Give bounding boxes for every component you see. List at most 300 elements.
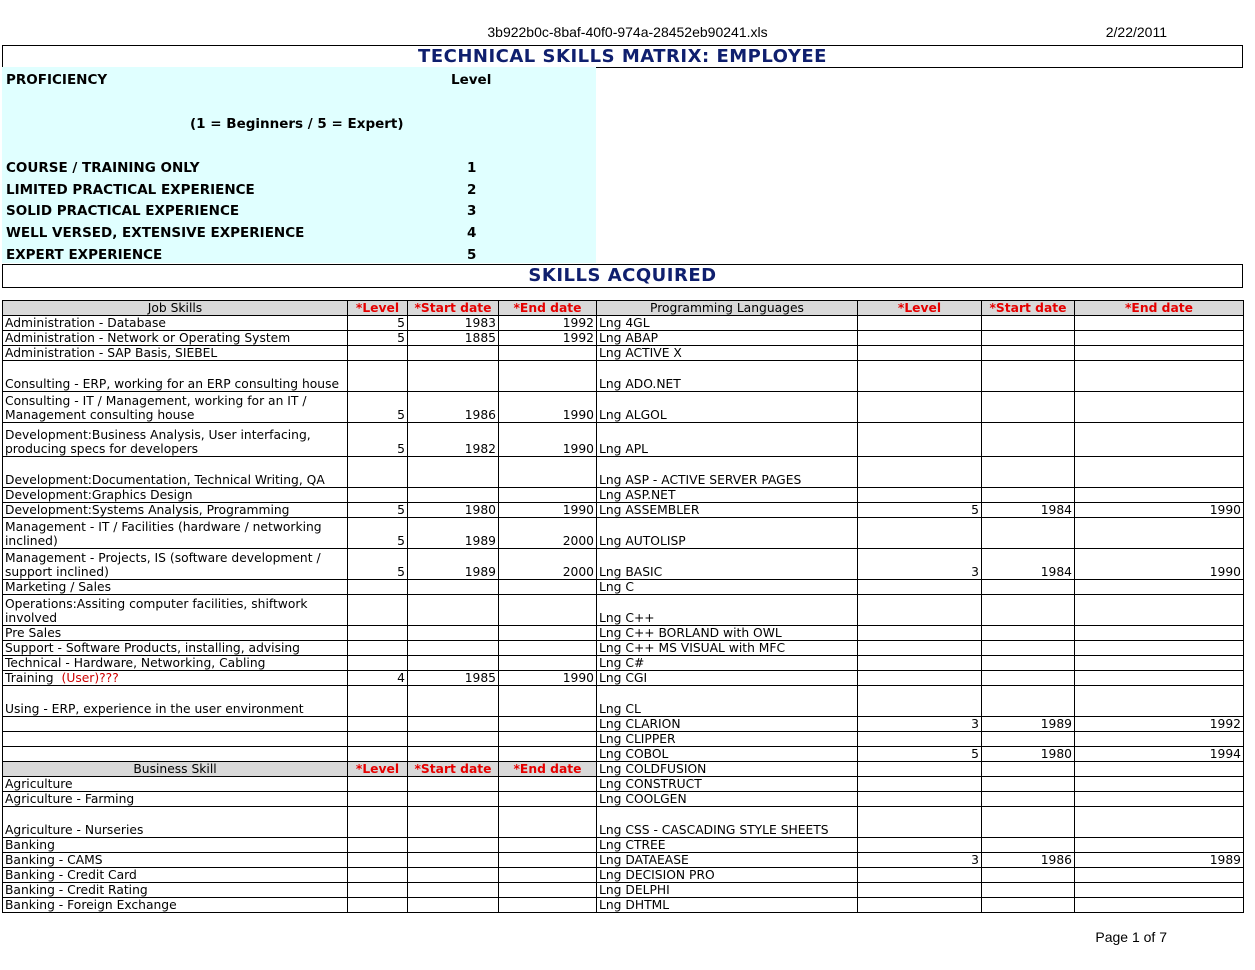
- language-cell[interactable]: Lng CL: [597, 686, 858, 717]
- language-cell[interactable]: Lng DELPHI: [597, 883, 858, 898]
- job-end-cell[interactable]: [499, 868, 597, 883]
- job-level-cell[interactable]: [348, 641, 408, 656]
- job-skill-cell[interactable]: [3, 595, 348, 626]
- lang-end-cell[interactable]: [1075, 580, 1244, 595]
- lang-end-cell[interactable]: [1075, 868, 1244, 883]
- job-start-cell[interactable]: [408, 656, 499, 671]
- table-header-row: [3, 301, 1244, 316]
- job-end-cell[interactable]: [499, 777, 597, 792]
- lang-level-cell[interactable]: [858, 898, 982, 913]
- job-skill-cell[interactable]: [3, 518, 348, 549]
- job-end-cell[interactable]: 1992: [499, 331, 597, 346]
- job-start-cell[interactable]: [408, 777, 499, 792]
- lang-level-cell[interactable]: [858, 626, 982, 641]
- lang-start-cell[interactable]: [982, 807, 1075, 838]
- job-skill-cell[interactable]: [3, 732, 348, 747]
- job-skill-text: Agriculture: [5, 777, 73, 791]
- lang-end-cell[interactable]: [1075, 488, 1244, 503]
- job-level-cell[interactable]: 5: [348, 423, 408, 457]
- lang-start-cell[interactable]: [982, 883, 1075, 898]
- job-start-cell[interactable]: [408, 807, 499, 838]
- job-level-cell[interactable]: [348, 868, 408, 883]
- job-end-cell[interactable]: [499, 717, 597, 732]
- job-end-cell[interactable]: [499, 457, 597, 488]
- job-start-cell[interactable]: [408, 361, 499, 392]
- job-end-cell[interactable]: [499, 626, 597, 641]
- table-row: [3, 671, 1244, 686]
- job-end-cell[interactable]: [499, 656, 597, 671]
- lang-level-cell[interactable]: [858, 762, 982, 777]
- language-cell[interactable]: Lng COLDFUSION: [597, 762, 858, 777]
- job-end-cell[interactable]: [499, 807, 597, 838]
- language-cell[interactable]: Lng C: [597, 580, 858, 595]
- language-cell[interactable]: Lng COOLGEN: [597, 792, 858, 807]
- lang-start-cell[interactable]: [982, 838, 1075, 853]
- job-end-cell[interactable]: [499, 792, 597, 807]
- job-start-cell[interactable]: 1983: [408, 316, 499, 331]
- lang-end-cell[interactable]: [1075, 595, 1244, 626]
- lang-end-cell[interactable]: [1075, 898, 1244, 913]
- job-level-cell[interactable]: 5: [348, 518, 408, 549]
- lang-level-cell[interactable]: [858, 488, 982, 503]
- lang-level-cell[interactable]: [858, 361, 982, 392]
- language-cell[interactable]: Lng APL: [597, 423, 858, 457]
- job-skill-text: Operations:Assiting computer facilities, shiftwork involved: [5, 597, 308, 625]
- table-row: [3, 777, 1244, 792]
- job-start-cell[interactable]: 1885: [408, 331, 499, 346]
- job-skill-cell[interactable]: [3, 868, 348, 883]
- job-end-cell[interactable]: 1990: [499, 671, 597, 686]
- lang-level-cell[interactable]: [858, 457, 982, 488]
- lang-start-cell[interactable]: [982, 595, 1075, 626]
- job-start-cell[interactable]: [408, 747, 499, 762]
- job-start-cell[interactable]: [408, 792, 499, 807]
- lang-level-cell[interactable]: 5: [858, 503, 982, 518]
- language-cell[interactable]: Lng ADO.NET: [597, 361, 858, 392]
- job-start-cell[interactable]: 1982: [408, 423, 499, 457]
- job-skill-cell[interactable]: [3, 747, 348, 762]
- job-level-cell[interactable]: [348, 717, 408, 732]
- job-level-cell[interactable]: [348, 792, 408, 807]
- job-start-cell[interactable]: [408, 457, 499, 488]
- lang-level-cell[interactable]: [858, 732, 982, 747]
- lang-end-cell[interactable]: [1075, 346, 1244, 361]
- job-skill-cell[interactable]: [3, 883, 348, 898]
- table-row: [3, 518, 1244, 549]
- job-start-cell[interactable]: [408, 626, 499, 641]
- job-start-cell[interactable]: [408, 883, 499, 898]
- job-level-cell[interactable]: [348, 883, 408, 898]
- job-end-cell[interactable]: [499, 361, 597, 392]
- lang-level-cell[interactable]: [858, 346, 982, 361]
- job-skill-cell[interactable]: [3, 792, 348, 807]
- lang-level-cell[interactable]: [858, 656, 982, 671]
- job-end-cell[interactable]: [499, 580, 597, 595]
- language-cell[interactable]: Lng COBOL: [597, 747, 858, 762]
- lang-start-cell[interactable]: [982, 671, 1075, 686]
- lang-start-cell[interactable]: 1989: [982, 717, 1075, 732]
- job-skill-cell[interactable]: [3, 423, 348, 457]
- job-skill-cell[interactable]: [3, 656, 348, 671]
- lang-level-cell[interactable]: [858, 595, 982, 626]
- job-skill-cell[interactable]: [3, 641, 348, 656]
- lang-level-cell[interactable]: 5: [858, 747, 982, 762]
- job-level-cell[interactable]: 5: [348, 503, 408, 518]
- job-skill-cell[interactable]: [3, 503, 348, 518]
- job-start-cell[interactable]: 1989: [408, 518, 499, 549]
- job-start-cell[interactable]: [408, 488, 499, 503]
- lang-end-cell[interactable]: [1075, 316, 1244, 331]
- job-skill-cell[interactable]: [3, 777, 348, 792]
- lang-start-cell[interactable]: [982, 898, 1075, 913]
- job-skill-text: Consulting - ERP, working for an ERP consulting house: [5, 377, 340, 391]
- lang-end-cell[interactable]: 1994: [1075, 747, 1244, 762]
- job-level-cell[interactable]: 4: [348, 671, 408, 686]
- job-level-cell[interactable]: 5: [348, 392, 408, 423]
- level-name: SOLID PRACTICAL EXPERIENCE: [6, 203, 240, 219]
- lang-start-cell[interactable]: [982, 732, 1075, 747]
- job-skill-text: Development:Graphics Design: [5, 488, 193, 502]
- table-row: [3, 361, 1244, 392]
- lang-end-cell[interactable]: 1990: [1075, 549, 1244, 580]
- job-skill-cell[interactable]: [3, 626, 348, 641]
- lang-level-cell[interactable]: 3: [858, 717, 982, 732]
- lang-start-cell[interactable]: [982, 626, 1075, 641]
- job-end-cell[interactable]: 1992: [499, 316, 597, 331]
- job-level-cell[interactable]: [348, 747, 408, 762]
- job-start-cell[interactable]: 1985: [408, 671, 499, 686]
- level-label: Level: [451, 72, 492, 88]
- job-level-cell[interactable]: [348, 580, 408, 595]
- lang-level-cell[interactable]: [858, 868, 982, 883]
- lang-start-cell[interactable]: 1984: [982, 549, 1075, 580]
- language-cell[interactable]: Lng DECISION PRO: [597, 868, 858, 883]
- job-skill-cell[interactable]: [3, 898, 348, 913]
- lang-start-cell[interactable]: 1986: [982, 853, 1075, 868]
- table-row: [3, 331, 1244, 346]
- end-date-header: *End date: [499, 762, 597, 777]
- language-cell[interactable]: Lng 4GL: [597, 316, 858, 331]
- job-end-cell[interactable]: [499, 883, 597, 898]
- job-skill-text: Consulting - IT / Management, working for an IT / Management consulting house: [5, 394, 307, 422]
- job-level-cell[interactable]: [348, 777, 408, 792]
- start-date-header: *Start date: [408, 762, 499, 777]
- programming-languages-header: Programming Languages: [597, 301, 858, 316]
- table-row: [3, 747, 1244, 762]
- language-cell[interactable]: Lng DATAEASE: [597, 853, 858, 868]
- job-start-cell[interactable]: [408, 641, 499, 656]
- job-level-cell[interactable]: [348, 457, 408, 488]
- language-cell[interactable]: Lng CONSTRUCT: [597, 777, 858, 792]
- job-end-cell[interactable]: [499, 732, 597, 747]
- lang-level-cell[interactable]: [858, 671, 982, 686]
- level-value: 4: [467, 225, 477, 241]
- language-cell[interactable]: Lng AUTOLISP: [597, 518, 858, 549]
- job-level-cell[interactable]: [348, 626, 408, 641]
- job-skill-cell[interactable]: [3, 838, 348, 853]
- language-cell[interactable]: Lng C++: [597, 595, 858, 626]
- job-start-cell[interactable]: 1980: [408, 503, 499, 518]
- table-row: [3, 686, 1244, 717]
- job-skill-cell[interactable]: [3, 580, 348, 595]
- job-end-cell[interactable]: [499, 488, 597, 503]
- lang-end-cell[interactable]: [1075, 777, 1244, 792]
- lang-start-cell[interactable]: [982, 868, 1075, 883]
- table-row: [3, 503, 1244, 518]
- language-cell[interactable]: Lng C++ MS VISUAL with MFC: [597, 641, 858, 656]
- lang-end-cell[interactable]: [1075, 732, 1244, 747]
- job-end-cell[interactable]: [499, 747, 597, 762]
- lang-end-cell[interactable]: [1075, 762, 1244, 777]
- lang-start-cell[interactable]: [982, 792, 1075, 807]
- lang-start-cell[interactable]: [982, 580, 1075, 595]
- business-skill-header: Business Skill: [3, 762, 348, 777]
- job-start-cell[interactable]: [408, 686, 499, 717]
- job-level-cell[interactable]: [348, 595, 408, 626]
- job-level-cell[interactable]: [348, 732, 408, 747]
- job-skill-text: Support - Software Products, installing, advising: [5, 641, 300, 655]
- job-skill-text: Banking - CAMS: [5, 853, 103, 867]
- lang-start-cell[interactable]: [982, 762, 1075, 777]
- job-skill-text: Banking - Credit Rating: [5, 883, 148, 897]
- job-level-cell[interactable]: 5: [348, 316, 408, 331]
- lang-level-cell[interactable]: [858, 777, 982, 792]
- lang-end-cell[interactable]: [1075, 883, 1244, 898]
- job-start-cell[interactable]: [408, 732, 499, 747]
- job-end-cell[interactable]: [499, 346, 597, 361]
- lang-start-cell[interactable]: [982, 423, 1075, 457]
- lang-start-cell[interactable]: [982, 686, 1075, 717]
- language-cell[interactable]: Lng C#: [597, 656, 858, 671]
- job-start-cell[interactable]: [408, 868, 499, 883]
- lang-start-cell[interactable]: [982, 518, 1075, 549]
- lang-start-cell[interactable]: [982, 641, 1075, 656]
- job-skill-cell[interactable]: [3, 346, 348, 361]
- job-end-cell[interactable]: [499, 838, 597, 853]
- job-level-cell[interactable]: [348, 346, 408, 361]
- lang-start-cell[interactable]: [982, 457, 1075, 488]
- job-end-cell[interactable]: [499, 595, 597, 626]
- job-start-cell[interactable]: [408, 838, 499, 853]
- job-start-cell[interactable]: [408, 717, 499, 732]
- job-start-cell[interactable]: [408, 595, 499, 626]
- lang-level-cell[interactable]: 3: [858, 549, 982, 580]
- lang-level-cell[interactable]: [858, 423, 982, 457]
- job-skill-cell[interactable]: [3, 717, 348, 732]
- job-end-cell[interactable]: 2000: [499, 518, 597, 549]
- table-row: [3, 807, 1244, 838]
- job-level-cell[interactable]: [348, 898, 408, 913]
- job-start-cell[interactable]: [408, 580, 499, 595]
- job-skill-text: Administration - Network or Operating System: [5, 331, 291, 345]
- job-skill-text: Agriculture - Farming: [5, 792, 135, 806]
- lang-level-cell[interactable]: [858, 641, 982, 656]
- table-row: [3, 641, 1244, 656]
- level-value: 5: [467, 247, 477, 263]
- table-row: [3, 423, 1244, 457]
- job-skill-text: Management - Projects, IS (software development / support inclined): [5, 551, 321, 579]
- level-name: COURSE / TRAINING ONLY: [6, 160, 200, 176]
- job-level-cell[interactable]: [348, 488, 408, 503]
- job-level-cell[interactable]: [348, 361, 408, 392]
- language-cell[interactable]: Lng DHTML: [597, 898, 858, 913]
- file-name: 3b922b0c-8baf-40f0-974a-28452eb90241.xls: [487, 24, 768, 40]
- lang-level-cell[interactable]: [858, 838, 982, 853]
- level-value: 3: [467, 203, 477, 219]
- table-row: [3, 656, 1244, 671]
- language-cell[interactable]: Lng ALGOL: [597, 392, 858, 423]
- lang-end-cell[interactable]: [1075, 361, 1244, 392]
- lang-level-cell[interactable]: [858, 580, 982, 595]
- lang-level-cell[interactable]: [858, 392, 982, 423]
- job-skill-cell[interactable]: [3, 457, 348, 488]
- level-name: LIMITED PRACTICAL EXPERIENCE: [6, 182, 255, 198]
- job-level-cell[interactable]: [348, 838, 408, 853]
- lang-end-cell[interactable]: [1075, 792, 1244, 807]
- job-level-cell[interactable]: [348, 853, 408, 868]
- lang-start-cell[interactable]: [982, 346, 1075, 361]
- job-end-cell[interactable]: [499, 641, 597, 656]
- lang-end-cell[interactable]: [1075, 641, 1244, 656]
- language-cell[interactable]: Lng ABAP: [597, 331, 858, 346]
- job-start-cell[interactable]: [408, 853, 499, 868]
- lang-level-cell[interactable]: [858, 883, 982, 898]
- lang-start-cell[interactable]: [982, 316, 1075, 331]
- job-skill-cell[interactable]: [3, 549, 348, 580]
- lang-end-cell[interactable]: [1075, 518, 1244, 549]
- end-date-header: *End date: [1075, 301, 1244, 316]
- language-cell[interactable]: Lng CTREE: [597, 838, 858, 853]
- job-end-cell[interactable]: 1990: [499, 392, 597, 423]
- job-start-cell[interactable]: [408, 898, 499, 913]
- lang-start-cell[interactable]: 1984: [982, 503, 1075, 518]
- table-row: [3, 580, 1244, 595]
- job-level-cell[interactable]: [348, 686, 408, 717]
- job-skill-cell[interactable]: [3, 671, 348, 686]
- language-cell[interactable]: Lng ASP - ACTIVE SERVER PAGES: [597, 457, 858, 488]
- language-cell[interactable]: Lng CLARION: [597, 717, 858, 732]
- lang-end-cell[interactable]: 1992: [1075, 717, 1244, 732]
- table-row: [3, 488, 1244, 503]
- job-level-cell[interactable]: 5: [348, 549, 408, 580]
- lang-end-cell[interactable]: [1075, 457, 1244, 488]
- table-row: [3, 595, 1244, 626]
- lang-end-cell[interactable]: [1075, 331, 1244, 346]
- job-skill-text: Training: [5, 671, 54, 685]
- job-level-cell[interactable]: 5: [348, 331, 408, 346]
- job-end-cell[interactable]: 2000: [499, 549, 597, 580]
- job-end-cell[interactable]: 1990: [499, 503, 597, 518]
- proficiency-label: PROFICIENCY: [6, 72, 108, 88]
- job-start-cell[interactable]: 1989: [408, 549, 499, 580]
- lang-level-cell[interactable]: [858, 518, 982, 549]
- job-level-cell[interactable]: [348, 807, 408, 838]
- lang-level-cell[interactable]: [858, 331, 982, 346]
- lang-level-cell[interactable]: [858, 807, 982, 838]
- job-skill-cell[interactable]: [3, 316, 348, 331]
- lang-end-cell[interactable]: 1989: [1075, 853, 1244, 868]
- table-row: [3, 717, 1244, 732]
- lang-end-cell[interactable]: [1075, 626, 1244, 641]
- job-skill-text: Administration - Database: [5, 316, 166, 330]
- lang-start-cell[interactable]: [982, 392, 1075, 423]
- table-row: [3, 626, 1244, 641]
- lang-level-cell[interactable]: [858, 792, 982, 807]
- lang-end-cell[interactable]: [1075, 671, 1244, 686]
- table-row: [3, 762, 1244, 777]
- language-cell[interactable]: Lng ASSEMBLER: [597, 503, 858, 518]
- level-value: 2: [467, 182, 477, 198]
- level-value: 1: [467, 160, 477, 176]
- language-cell[interactable]: Lng CGI: [597, 671, 858, 686]
- lang-end-cell[interactable]: [1075, 807, 1244, 838]
- job-skill-text: Banking: [5, 838, 55, 852]
- job-start-cell[interactable]: 1986: [408, 392, 499, 423]
- lang-end-cell[interactable]: [1075, 686, 1244, 717]
- job-level-cell[interactable]: [348, 656, 408, 671]
- proficiency-legend: [2, 67, 596, 263]
- lang-level-cell[interactable]: 3: [858, 853, 982, 868]
- table-row: [3, 457, 1244, 488]
- lang-start-cell[interactable]: 1980: [982, 747, 1075, 762]
- language-cell[interactable]: Lng ASP.NET: [597, 488, 858, 503]
- job-skill-cell[interactable]: [3, 392, 348, 423]
- lang-end-cell[interactable]: [1075, 838, 1244, 853]
- language-cell[interactable]: Lng ACTIVE X: [597, 346, 858, 361]
- lang-start-cell[interactable]: [982, 361, 1075, 392]
- table-row: [3, 883, 1244, 898]
- job-skill-cell[interactable]: [3, 361, 348, 392]
- job-skill-text: Agriculture - Nurseries: [5, 823, 144, 837]
- language-cell[interactable]: Lng BASIC: [597, 549, 858, 580]
- job-skill-cell[interactable]: [3, 331, 348, 346]
- lang-level-cell[interactable]: [858, 316, 982, 331]
- lang-start-cell[interactable]: [982, 777, 1075, 792]
- table-row: [3, 898, 1244, 913]
- job-skill-cell[interactable]: [3, 686, 348, 717]
- language-cell[interactable]: Lng CSS - CASCADING STYLE SHEETS: [597, 807, 858, 838]
- lang-end-cell[interactable]: [1075, 423, 1244, 457]
- level-header: *Level: [348, 762, 408, 777]
- lang-end-cell[interactable]: [1075, 392, 1244, 423]
- lang-end-cell[interactable]: 1990: [1075, 503, 1244, 518]
- table-row: [3, 346, 1244, 361]
- scale-note: (1 = Beginners / 5 = Expert): [190, 116, 404, 132]
- job-skill-cell[interactable]: [3, 488, 348, 503]
- lang-start-cell[interactable]: [982, 331, 1075, 346]
- job-end-cell[interactable]: [499, 853, 597, 868]
- lang-level-cell[interactable]: [858, 686, 982, 717]
- job-skill-cell[interactable]: [3, 807, 348, 838]
- job-skill-text: Development:Business Analysis, User interfacing, producing specs for developers: [5, 428, 311, 456]
- language-cell[interactable]: Lng CLIPPER: [597, 732, 858, 747]
- page-title: TECHNICAL SKILLS MATRIX: EMPLOYEE: [2, 45, 1243, 68]
- lang-end-cell[interactable]: [1075, 656, 1244, 671]
- level-name: WELL VERSED, EXTENSIVE EXPERIENCE: [6, 225, 305, 241]
- table-row: [3, 838, 1244, 853]
- job-start-cell[interactable]: [408, 346, 499, 361]
- job-skill-cell[interactable]: [3, 853, 348, 868]
- job-end-cell[interactable]: [499, 686, 597, 717]
- table-row: [3, 549, 1244, 580]
- language-cell[interactable]: Lng C++ BORLAND with OWL: [597, 626, 858, 641]
- table-row: [3, 316, 1244, 331]
- job-end-cell[interactable]: 1990: [499, 423, 597, 457]
- lang-start-cell[interactable]: [982, 656, 1075, 671]
- skills-table: [2, 300, 1244, 913]
- job-end-cell[interactable]: [499, 898, 597, 913]
- lang-start-cell[interactable]: [982, 488, 1075, 503]
